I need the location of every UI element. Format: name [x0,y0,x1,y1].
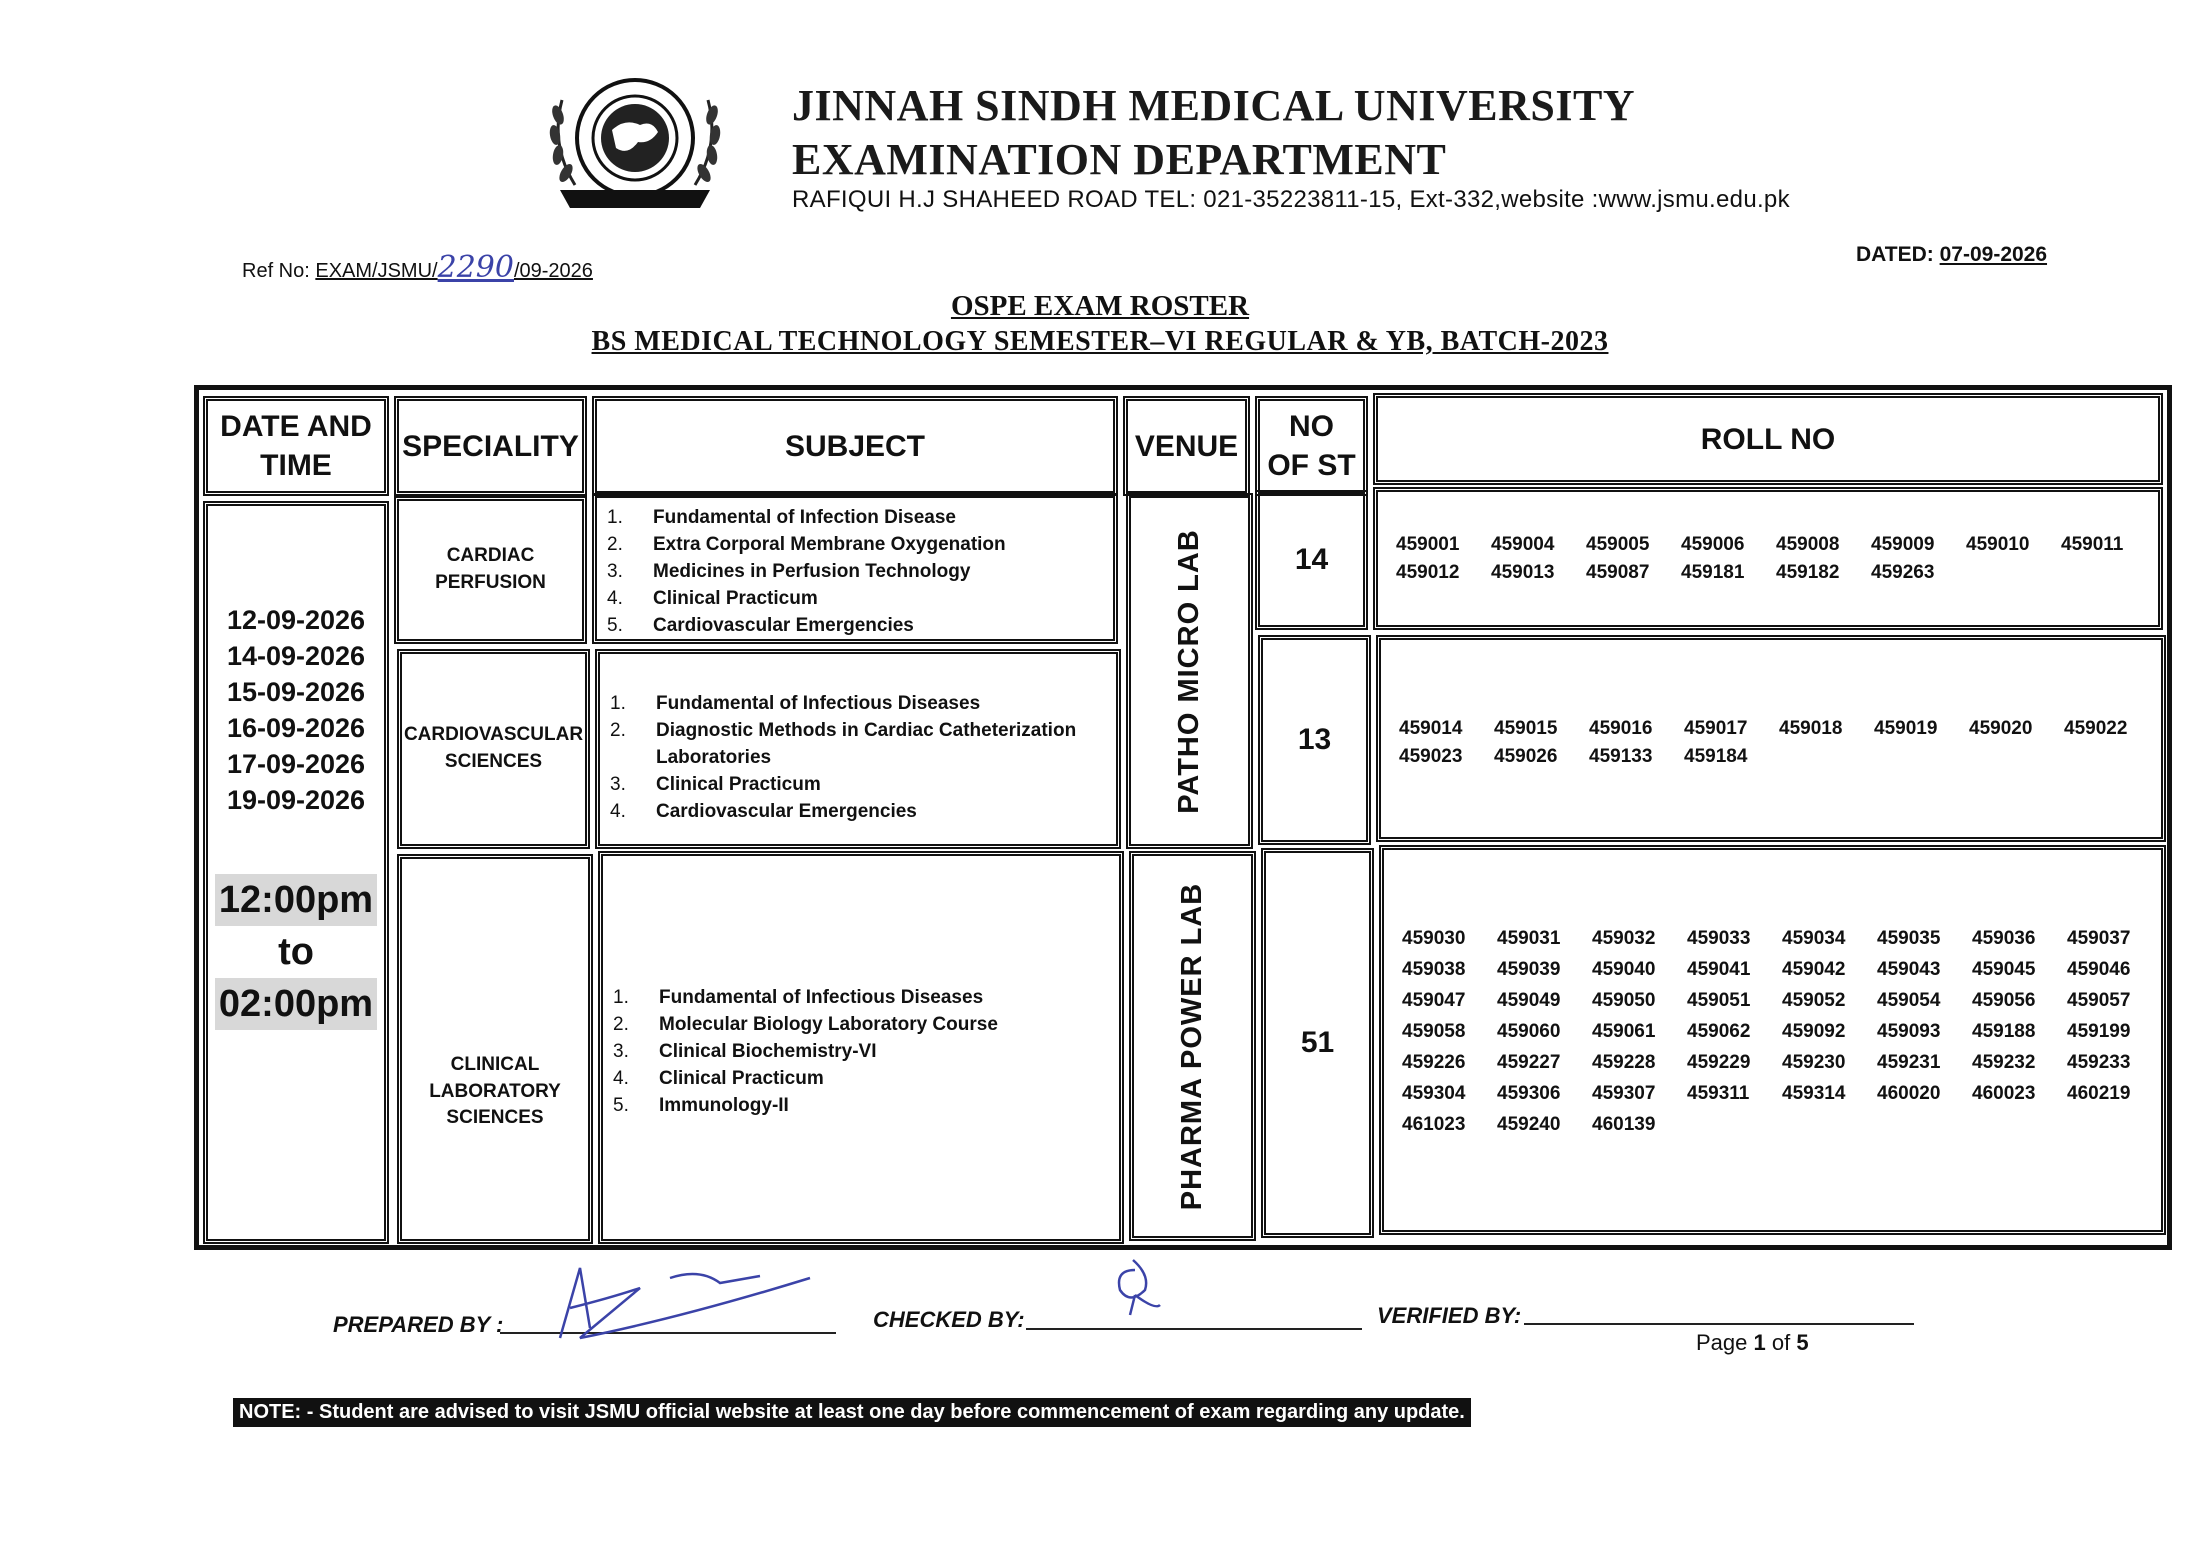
speciality-line: SCIENCES [446,1107,544,1129]
ref-suffix: /09-2026 [513,260,593,282]
roll-numbers-cardiovascular-sciences [1376,635,2166,842]
roll-number: 459045 [1972,959,2036,980]
subject-item: 1. Fundamental of Infection Disease [607,507,956,528]
roll-number: 461023 [1402,1114,1466,1135]
header-no-of-st [1255,396,1368,496]
roll-number: 459231 [1877,1052,1941,1073]
roll-number: 459181 [1681,562,1745,583]
roll-numbers-cardiac-perfusion [1373,487,2163,630]
roll-number: 459227 [1497,1052,1561,1073]
roll-number: 459058 [1402,1021,1466,1042]
dated-value: 07-09-2026 [1939,243,2048,266]
roll-number: 459030 [1402,928,1466,949]
roll-number: 460020 [1877,1083,1941,1104]
roll-number: 459009 [1871,534,1935,555]
speciality-line: CARDIOVASCULAR [403,724,584,746]
ref-number-handwritten: 2290 [437,250,514,285]
roll-number: 459047 [1402,990,1466,1011]
speciality-clinical-laboratory-sciences [397,854,593,1244]
roll-number: 459042 [1782,959,1846,980]
subject-item: 2. Diagnostic Methods in Cardiac Catheterization Laboratories [610,720,1077,768]
reference-number [242,250,593,285]
roll-number: 459031 [1497,928,1561,949]
speciality-line: CARDIAC [446,545,535,567]
verified-by-line [1524,1323,1914,1325]
roster-subtitle: BS MEDICAL TECHNOLOGY SEMESTER–VI REGULAR & YB, BATCH-2023 [591,326,1609,357]
checked-by-label: CHECKED BY: [873,1307,1025,1332]
time-end: 02:00pm [215,978,377,1030]
roll-number: 459043 [1877,959,1941,980]
speciality-line: SCIENCES [444,751,543,772]
subject-item: 4. Clinical Practicum [607,588,818,609]
venue-patho-micro-lab [1126,493,1253,849]
roll-number: 459041 [1687,959,1751,980]
header-venue: VENUE [1123,396,1250,496]
roll-number: 459314 [1782,1083,1846,1104]
subject-item: 1. Fundamental of Infectious Diseases [610,693,981,714]
roll-number: 459263 [1871,562,1935,583]
exam-date: 15-09-2026 [226,677,366,707]
notice-banner: NOTE: - Student are advised to visit JSMU official website at least one day before commencement of exam regarding any update. [233,1398,1471,1427]
roll-number: 459233 [2067,1052,2131,1073]
roll-number: 459018 [1779,718,1843,739]
roll-number: 459036 [1972,928,2036,949]
roll-number: 459093 [1877,1021,1941,1042]
roll-number: 459056 [1972,990,2036,1011]
speciality-cardiovascular-sciences [397,649,590,849]
subject-item: 1. Fundamental of Infectious Diseases [613,987,984,1008]
speciality-cardiac-perfusion [394,496,587,644]
roll-number: 459092 [1782,1021,1846,1042]
prepared-by-signature [520,1258,820,1348]
roll-number: 459230 [1782,1052,1846,1073]
dated-label: DATED: [1856,243,1940,266]
roll-number: 459032 [1592,928,1656,949]
roll-number: 459052 [1782,990,1846,1011]
subject-item: 3. Clinical Biochemistry-VI [613,1041,877,1062]
header-date-time-line2: TIME [260,449,332,482]
roll-number: 459061 [1592,1021,1656,1042]
roll-number: 459049 [1497,990,1561,1011]
exam-dates [208,602,384,818]
roll-number: 459001 [1396,534,1460,555]
subjects-cardiovascular-sciences [595,649,1121,849]
subject-item: 4. Clinical Practicum [613,1068,824,1089]
roll-number: 459037 [2067,928,2131,949]
university-seal-icon [540,70,730,220]
roll-number: 459046 [2067,959,2131,980]
roll-number: 459014 [1399,718,1463,739]
header-subject: SUBJECT [592,396,1118,496]
roll-number: 459034 [1782,928,1846,949]
subjects-cardiac-perfusion [592,493,1118,644]
roll-number: 459010 [1966,534,2030,555]
roll-number: 459019 [1874,718,1938,739]
roll-number: 459039 [1497,959,1561,980]
department-name: EXAMINATION DEPARTMENT [792,135,1447,184]
page-number: Page 1 of 5 [1696,1330,1809,1355]
roll-number: 459182 [1776,562,1840,583]
subject-item: 3. Medicines in Perfusion Technology [607,561,971,582]
checked-by-line [1026,1328,1362,1330]
venue-label: PHARMA POWER LAB [1176,882,1208,1210]
roll-list [1402,928,2161,1136]
dated [1856,243,2047,267]
roll-number: 460023 [1972,1083,2036,1104]
roll-number: 459023 [1399,746,1463,767]
prepared-by-label: PREPARED BY : [333,1312,504,1337]
subject-item: 2. Molecular Biology Laboratory Course [613,1014,998,1035]
roll-number: 459022 [2064,718,2128,739]
subject-item: 4. Cardiovascular Emergencies [610,801,917,822]
date-time-cell [203,501,389,1244]
roll-number: 459054 [1877,990,1941,1011]
subject-item: 3. Clinical Practicum [610,774,821,795]
roll-number: 459184 [1684,746,1748,767]
roll-number: 459199 [2067,1021,2131,1042]
exam-date: 16-09-2026 [226,713,366,743]
roll-number: 459040 [1592,959,1656,980]
roll-number: 459188 [1972,1021,2036,1042]
roll-number: 459060 [1497,1021,1561,1042]
roll-number: 459306 [1497,1083,1561,1104]
roll-number: 460219 [2067,1083,2131,1104]
roll-number: 459057 [2067,990,2131,1011]
student-count: 14 [1255,490,1368,630]
header-speciality: SPECIALITY [394,396,587,496]
checked-by-signature [1105,1250,1175,1325]
venue-pharma-power-lab [1129,851,1256,1241]
roll-number: 459307 [1592,1083,1656,1104]
roll-number: 459017 [1684,718,1748,739]
subject-item: 2. Extra Corporal Membrane Oxygenation [607,534,1006,555]
roll-number: 459006 [1681,534,1745,555]
exam-date: 19-09-2026 [226,785,366,815]
header-date-time-line1: DATE AND [220,410,372,443]
roll-number: 459035 [1877,928,1941,949]
header-no-line1: NO [1289,410,1334,443]
roll-number: 459051 [1687,990,1751,1011]
roll-number: 459240 [1497,1114,1561,1135]
roll-number: 459050 [1592,990,1656,1011]
roll-number: 459005 [1586,534,1650,555]
speciality-line: LABORATORY [429,1080,561,1102]
roll-number: 459015 [1494,718,1558,739]
header-date-time [203,396,389,496]
roll-number: 459004 [1491,534,1555,555]
exam-date: 14-09-2026 [226,641,366,671]
venue-label: PATHO MICRO LAB [1173,528,1206,814]
speciality-line: CLINICAL [450,1054,540,1076]
subjects-clinical-laboratory-sciences [598,851,1124,1244]
university-name: JINNAH SINDH MEDICAL UNIVERSITY [792,81,1636,130]
roll-number: 459304 [1402,1083,1466,1104]
roll-numbers-clinical-laboratory-sciences [1379,845,2166,1235]
exam-time [208,874,384,1030]
roster-title: OSPE EXAM ROSTER [950,290,1250,322]
roll-number: 459013 [1491,562,1555,583]
roll-number: 459232 [1972,1052,2036,1073]
student-count: 13 [1258,635,1371,845]
subject-item: 5. Cardiovascular Emergencies [607,615,914,636]
speciality-line: PERFUSION [435,572,546,593]
header-roll-no: ROLL NO [1373,393,2163,485]
roll-number: 459020 [1969,718,2033,739]
time-start: 12:00pm [215,874,377,926]
header-no-line2: OF ST [1267,449,1356,482]
roll-number: 459229 [1687,1052,1751,1073]
roll-number: 459038 [1402,959,1466,980]
roll-number: 459012 [1396,562,1460,583]
roll-number: 459011 [2061,534,2124,555]
roll-number: 459008 [1776,534,1840,555]
roll-list [1399,718,2161,768]
roll-number: 459087 [1586,562,1650,583]
roll-number: 459062 [1687,1021,1751,1042]
exam-date: 12-09-2026 [226,605,366,635]
roll-list [1396,534,2158,584]
address-line: RAFIQUI H.J SHAHEED ROAD TEL: 021-35223811-15, Ext-332,website :www.jsmu.edu.pk [792,186,1790,213]
roll-number: 459033 [1687,928,1751,949]
exam-date: 17-09-2026 [226,749,366,779]
ref-label: Ref No: [242,260,316,282]
time-to: to [278,931,314,973]
roll-number: 459226 [1402,1052,1466,1073]
roll-number: 459311 [1687,1083,1750,1104]
student-count: 51 [1261,848,1374,1238]
subject-item: 5. Immunology-II [613,1095,789,1116]
verified-by-label: VERIFIED BY: [1377,1303,1522,1328]
roll-number: 459228 [1592,1052,1656,1073]
roll-number: 459133 [1589,746,1653,767]
roll-number: 460139 [1592,1114,1656,1135]
ref-prefix: EXAM/JSMU/ [315,260,438,282]
roll-number: 459026 [1494,746,1558,767]
roll-number: 459016 [1589,718,1653,739]
